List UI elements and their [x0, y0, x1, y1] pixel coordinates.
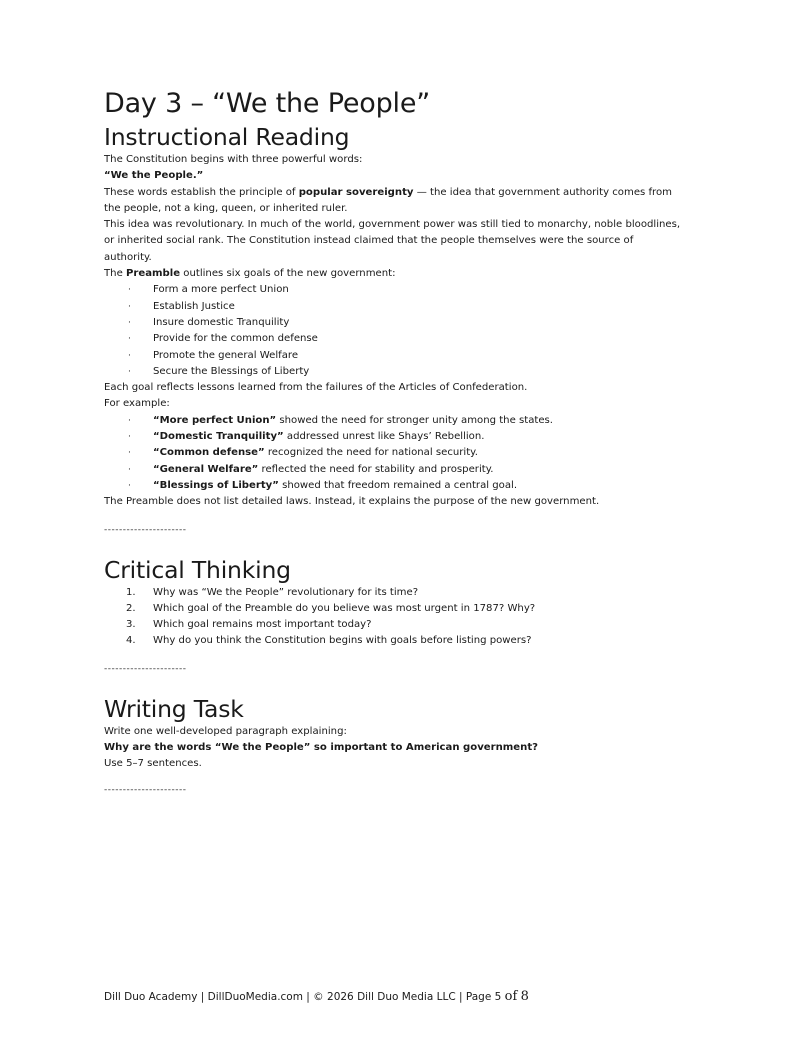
section-divider: ----------------------	[104, 524, 187, 535]
list-item	[104, 617, 684, 633]
page-footer	[104, 989, 529, 1004]
page-title: Day 3 – “We the People”	[104, 88, 431, 119]
goals-list	[104, 282, 684, 380]
for-example-label: For example:	[104, 398, 170, 410]
example-term: “More perfect Union”	[153, 414, 277, 426]
sovereignty-definition: — the idea that government authority comes from the people, not a king, queen, or inherited ruler.	[104, 186, 672, 214]
section-heading-critical: Critical Thinking	[104, 555, 291, 584]
question-number: 1.	[126, 586, 136, 598]
footer-text: Dill Duo Academy | DillDuoMedia.com | © 2026 Dill Duo Media LLC | Page 5	[104, 991, 505, 1003]
writing-prompt: Write one well-developed paragraph explaining:	[104, 725, 347, 737]
bullet-icon: ·	[128, 448, 131, 459]
bullet-icon: ·	[128, 317, 131, 328]
list-item	[104, 445, 684, 461]
closing-paragraph: The Preamble does not list detailed laws. Instead, it explains the purpose of the new government.	[104, 496, 600, 508]
question-number: 4.	[126, 635, 136, 647]
bullet-icon: ·	[128, 432, 131, 443]
preamble-paragraph	[104, 266, 684, 282]
list-item	[104, 601, 684, 617]
lessons-paragraph: Each goal reflects lessons learned from the failures of the Articles of Confederation.	[104, 382, 528, 394]
reading-intro: The Constitution begins with three powerful words:	[104, 154, 363, 165]
bullet-icon: ·	[128, 464, 131, 475]
goal-text: Promote the general Welfare	[153, 349, 299, 361]
bullet-icon: ·	[128, 334, 131, 345]
goal-text: Secure the Blessings of Liberty	[153, 365, 310, 377]
bullet-icon: ·	[128, 415, 131, 426]
section-heading-writing: Writing Task	[104, 694, 244, 723]
section-heading-reading: Instructional Reading	[104, 123, 350, 151]
example-term: “Common defense”	[153, 447, 265, 459]
list-item	[104, 413, 684, 429]
writing-question: Why are the words “We the People” so important to American government?	[104, 742, 539, 754]
example-text: recognized the need for national security.	[264, 447, 478, 459]
question-text: Why do you think the Constitution begins with goals before listing powers?	[153, 635, 532, 647]
question-text: Which goal remains most important today?	[153, 619, 372, 631]
bullet-icon: ·	[128, 285, 131, 296]
list-item	[104, 348, 684, 364]
example-text: showed that freedom remained a central goal.	[278, 479, 518, 491]
bullet-icon: ·	[128, 366, 131, 377]
sovereignty-term: popular sovereignty	[298, 186, 414, 198]
example-text: addressed unrest like Shays’ Rebellion.	[283, 431, 485, 443]
example-term: “Blessings of Liberty”	[153, 479, 279, 491]
section-divider: ----------------------	[104, 663, 187, 674]
section-divider: ----------------------	[104, 784, 187, 795]
bullet-icon: ·	[128, 301, 131, 312]
footer-of: of	[504, 989, 518, 1004]
example-text: reflected the need for stability and prosperity.	[258, 463, 494, 475]
goal-text: Form a more perfect Union	[153, 284, 289, 296]
list-item	[104, 462, 684, 478]
document-page	[104, 86, 684, 797]
question-text: Why was “We the People” revolutionary for its time?	[153, 586, 419, 598]
list-item	[104, 364, 684, 380]
goal-text: Establish Justice	[153, 300, 235, 312]
list-item	[104, 315, 684, 331]
sovereignty-text: These words establish the principle of	[104, 186, 299, 198]
preamble-text: outlines six goals of the new government:	[180, 268, 396, 280]
question-number: 2.	[126, 602, 136, 614]
list-item	[104, 331, 684, 347]
list-item	[104, 429, 684, 445]
question-text: Which goal of the Preamble do you believe was most urgent in 1787? Why?	[153, 602, 536, 614]
writing-length: Use 5–7 sentences.	[104, 758, 202, 770]
bullet-icon: ·	[128, 350, 131, 361]
revolution-paragraph: This idea was revolutionary. In much of the world, government power was still tied to monarchy, noble bloodlines, or inherited social rank. The Constitution instead claimed that the people themselves were the source of authority.	[104, 219, 681, 263]
bullet-icon: ·	[128, 480, 131, 491]
goal-text: Insure domestic Tranquility	[153, 316, 290, 328]
questions-list	[104, 585, 684, 650]
example-term: “Domestic Tranquility”	[153, 431, 284, 443]
preamble-lead: The	[104, 268, 126, 280]
list-item	[104, 282, 684, 298]
example-text: showed the need for stronger unity among the states.	[276, 414, 554, 426]
sovereignty-paragraph	[104, 185, 684, 218]
list-item	[104, 633, 684, 649]
question-number: 3.	[126, 619, 136, 631]
preamble-term: Preamble	[125, 268, 181, 280]
list-item	[104, 299, 684, 315]
list-item	[104, 478, 684, 494]
reading-quote: “We the People.”	[104, 170, 204, 182]
examples-list	[104, 413, 684, 494]
list-item	[104, 585, 684, 601]
example-term: “General Welfare”	[153, 463, 259, 475]
goal-text: Provide for the common defense	[153, 333, 318, 345]
footer-page-total: 8	[520, 989, 529, 1004]
